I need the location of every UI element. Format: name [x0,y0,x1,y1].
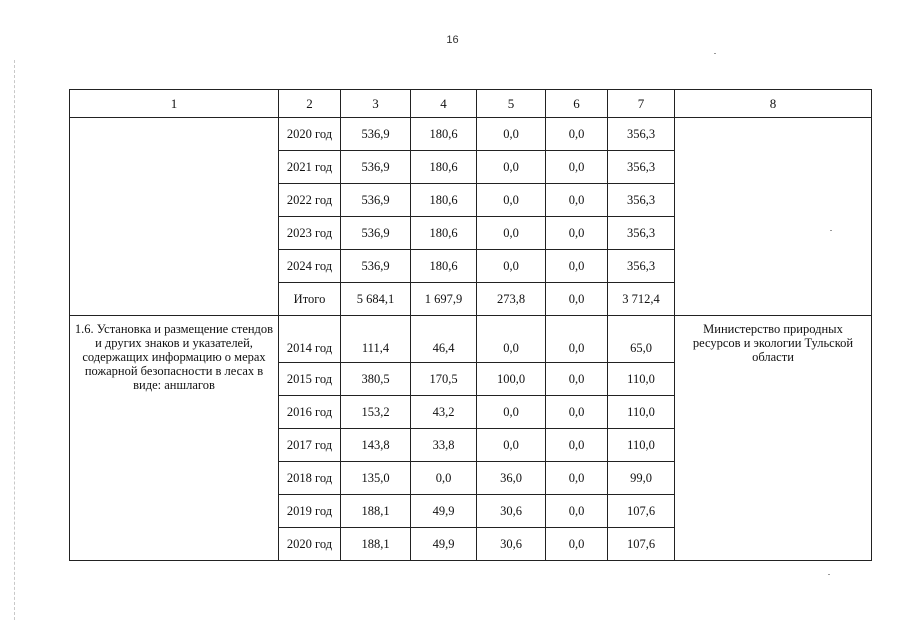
value-cell-col4: 43,2 [411,396,477,429]
continued-description-cell [70,118,279,316]
value-cell-col3: 5 684,1 [341,283,411,316]
value-cell-col6: 0,0 [546,217,608,250]
value-cell-col3: 536,9 [341,151,411,184]
value-cell-col3: 188,1 [341,528,411,561]
header-cell-8: 8 [675,90,872,118]
value-cell-col4: 1 697,9 [411,283,477,316]
scan-speck [828,574,830,575]
value-cell-col5: 0,0 [477,429,546,462]
value-cell-col6: 0,0 [546,250,608,283]
year-cell: 2024 год [279,250,341,283]
value-cell-col3: 536,9 [341,217,411,250]
header-cell-3: 3 [341,90,411,118]
value-cell-col7: 110,0 [608,363,675,396]
budget-table [69,89,872,561]
value-cell-col5: 30,6 [477,495,546,528]
value-cell-col4: 46,4 [411,316,477,363]
value-cell-col7: 99,0 [608,462,675,495]
header-cell-4: 4 [411,90,477,118]
responsible-organization-cell: Министерство природных ресурсов и экологии Тульской области [675,316,872,561]
value-cell-col4: 180,6 [411,151,477,184]
value-cell-col4: 49,9 [411,495,477,528]
value-cell-col5: 36,0 [477,462,546,495]
year-cell: 2017 год [279,429,341,462]
page-number: 16 [446,34,459,46]
value-cell-col5: 0,0 [477,217,546,250]
value-cell-col6: 0,0 [546,396,608,429]
header-cell-1: 1 [70,90,279,118]
value-cell-col4: 180,6 [411,184,477,217]
value-cell-col6: 0,0 [546,151,608,184]
value-cell-col7: 356,3 [608,250,675,283]
year-cell: 2019 год [279,495,341,528]
value-cell-col4: 180,6 [411,250,477,283]
value-cell-col3: 188,1 [341,495,411,528]
value-cell-col5: 0,0 [477,151,546,184]
year-cell: 2018 год [279,462,341,495]
value-cell-col5: 273,8 [477,283,546,316]
value-cell-col7: 356,3 [608,217,675,250]
value-cell-col5: 0,0 [477,184,546,217]
value-cell-col3: 153,2 [341,396,411,429]
table-row [70,118,872,151]
year-cell: 2020 год [279,528,341,561]
value-cell-col3: 135,0 [341,462,411,495]
value-cell-col7: 3 712,4 [608,283,675,316]
scan-speck [714,53,716,54]
value-cell-col4: 0,0 [411,462,477,495]
value-cell-col3: 536,9 [341,184,411,217]
value-cell-col6: 0,0 [546,118,608,151]
value-cell-col4: 180,6 [411,118,477,151]
value-cell-col6: 0,0 [546,429,608,462]
value-cell-col4: 170,5 [411,363,477,396]
value-cell-col3: 536,9 [341,250,411,283]
year-cell: 2015 год [279,363,341,396]
value-cell-col6: 0,0 [546,495,608,528]
year-cell: 2023 год [279,217,341,250]
value-cell-col6: 0,0 [546,363,608,396]
value-cell-col7: 356,3 [608,118,675,151]
value-cell-col3: 380,5 [341,363,411,396]
header-cell-2: 2 [279,90,341,118]
value-cell-col6: 0,0 [546,528,608,561]
header-cell-6: 6 [546,90,608,118]
value-cell-col4: 33,8 [411,429,477,462]
scan-edge-line [14,60,15,620]
value-cell-col4: 180,6 [411,217,477,250]
table-row [70,316,872,363]
value-cell-col3: 143,8 [341,429,411,462]
value-cell-col6: 0,0 [546,184,608,217]
value-cell-col7: 107,6 [608,528,675,561]
value-cell-col7: 110,0 [608,396,675,429]
value-cell-col5: 100,0 [477,363,546,396]
year-cell: 2014 год [279,316,341,363]
year-cell: 2021 год [279,151,341,184]
continued-organization-cell [675,118,872,316]
header-cell-5: 5 [477,90,546,118]
value-cell-col6: 0,0 [546,462,608,495]
header-cell-7: 7 [608,90,675,118]
value-cell-col3: 536,9 [341,118,411,151]
value-cell-col5: 0,0 [477,396,546,429]
table-header-row [70,90,872,118]
value-cell-col7: 65,0 [608,316,675,363]
year-cell: 2020 год [279,118,341,151]
value-cell-col6: 0,0 [546,283,608,316]
value-cell-col3: 111,4 [341,316,411,363]
value-cell-col7: 107,6 [608,495,675,528]
value-cell-col5: 30,6 [477,528,546,561]
value-cell-col7: 110,0 [608,429,675,462]
value-cell-col4: 49,9 [411,528,477,561]
activity-description-cell: 1.6. Установка и размещение стендов и других знаков и указателей, содержащих информацию о мерах пожарной безопасности в лесах в виде: аншлагов [70,316,279,561]
value-cell-col5: 0,0 [477,316,546,363]
value-cell-col7: 356,3 [608,184,675,217]
value-cell-col5: 0,0 [477,118,546,151]
value-cell-col7: 356,3 [608,151,675,184]
value-cell-col6: 0,0 [546,316,608,363]
value-cell-col5: 0,0 [477,250,546,283]
year-cell: 2022 год [279,184,341,217]
year-cell: 2016 год [279,396,341,429]
year-cell: Итого [279,283,341,316]
